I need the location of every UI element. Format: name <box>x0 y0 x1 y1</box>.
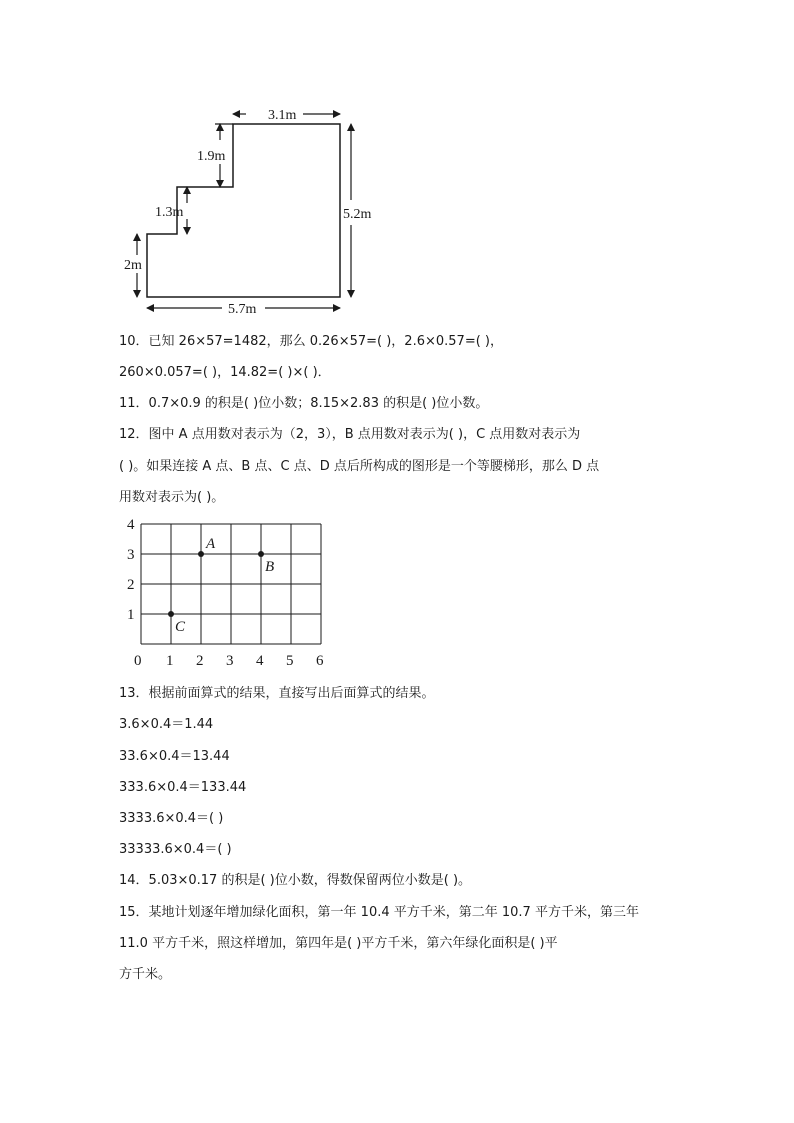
q13-title: 13．根据前面算式的结果，直接写出后面算式的结果。 <box>119 686 435 701</box>
label-right: 5.2m <box>343 207 372 222</box>
q12-line3: 用数对表示为( )。 <box>119 490 225 505</box>
q13-eq4: 3333.6×0.4＝( ) <box>119 811 224 826</box>
step-figure <box>0 0 794 330</box>
x-tick-label: 6 <box>316 653 324 669</box>
y-tick-label: 2 <box>127 577 135 593</box>
q13-eq3: 333.6×0.4＝133.44 <box>119 780 247 795</box>
q12-line1: 12．图中 A 点用数对表示为（2，3），B 点用数对表示为( )，C 点用数对表示为 <box>119 427 581 442</box>
x-tick-label: 3 <box>226 653 234 669</box>
point-label-c: C <box>175 619 186 635</box>
y-tick-label: 1 <box>127 607 135 623</box>
label-bottom: 5.7m <box>228 302 257 317</box>
q10-line2: 260×0.057=( )，14.82=( )×( )． <box>119 365 331 380</box>
label-top: 3.1m <box>268 108 297 123</box>
q14-line1: 14．5.03×0.17 的积是( )位小数，得数保留两位小数是( )。 <box>119 873 472 888</box>
label-step3: 1.9m <box>197 149 226 164</box>
point-a <box>198 551 204 557</box>
q13-eq1: 3.6×0.4＝1.44 <box>119 717 214 732</box>
point-label-a: A <box>206 536 216 552</box>
q12-line2: ( )。如果连接 A 点、B 点、C 点、D 点后所构成的图形是一个等腰梯形，那么 D 点 <box>119 459 600 474</box>
q15-line3: 方千米。 <box>119 967 172 982</box>
q11-line1: 11．0.7×0.9 的积是( )位小数；8.15×2.83 的积是( )位小数。 <box>119 396 489 411</box>
y-tick-label: 4 <box>127 517 135 533</box>
x-tick-label: 5 <box>286 653 294 669</box>
x-tick-label: 1 <box>166 653 174 669</box>
x-tick-label: 2 <box>196 653 204 669</box>
x-tick-label: 0 <box>134 653 142 669</box>
coordinate-grid <box>0 515 794 675</box>
q13-eq2: 33.6×0.4＝13.44 <box>119 749 230 764</box>
q13-eq5: 33333.6×0.4＝( ) <box>119 842 232 857</box>
point-c <box>168 611 174 617</box>
q15-line2: 11.0 平方千米，照这样增加，第四年是( )平方千米，第六年绿化面积是( )平 <box>119 936 558 951</box>
label-step1: 2m <box>124 258 142 273</box>
q10-line1: 10．已知 26×57=1482，那么 0.26×57=( )，2.6×0.57=( )， <box>119 334 503 349</box>
label-step2: 1.3m <box>155 205 184 220</box>
point-label-b: B <box>265 559 275 575</box>
point-b <box>258 551 264 557</box>
y-tick-label: 3 <box>127 547 135 563</box>
x-tick-label: 4 <box>256 653 264 669</box>
q15-line1: 15．某地计划逐年增加绿化面积，第一年 10.4 平方千米，第二年 10.7 平方千米，第三年 <box>119 905 639 920</box>
